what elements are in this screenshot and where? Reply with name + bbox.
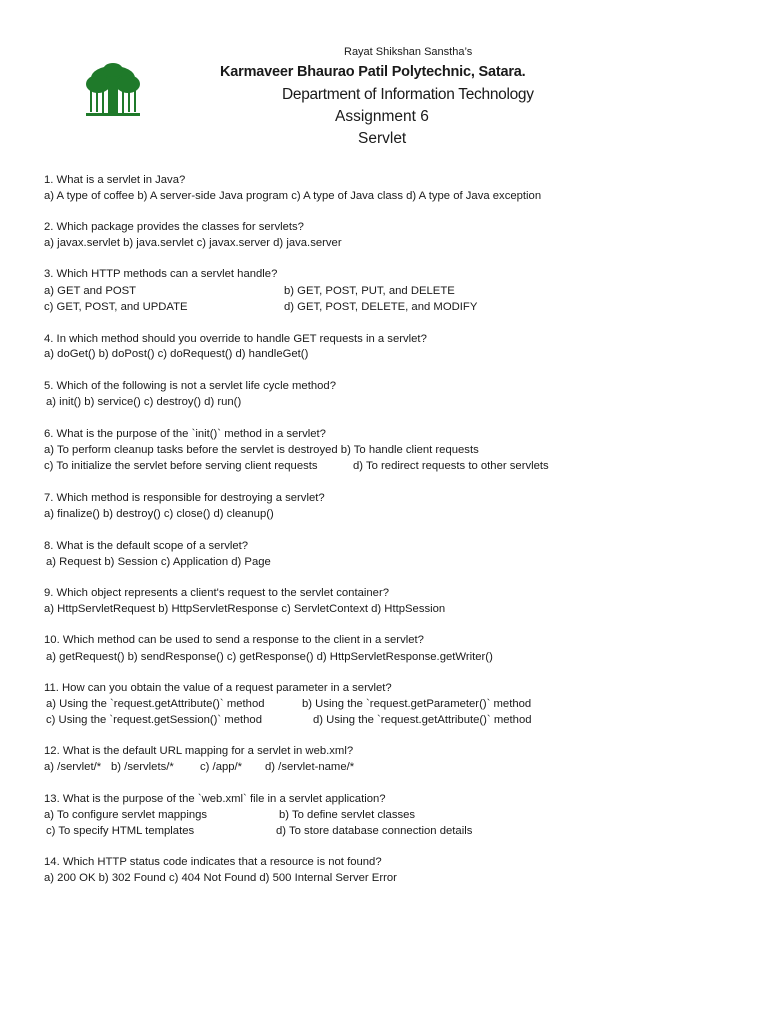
question-text: 10. Which method can be used to send a response to the client in a servlet?	[44, 634, 424, 646]
answer-option: a) GET and POST	[44, 284, 137, 297]
question-text: 1. What is a servlet in Java?	[44, 174, 186, 186]
answer-option: a) /servlet/*	[44, 761, 102, 773]
society-name: Rayat Shikshan Sanstha’s	[344, 46, 473, 58]
question-text: 7. Which method is responsible for destroying a servlet?	[44, 492, 325, 504]
question-text: 6. What is the purpose of the `init()` method in a servlet?	[44, 428, 326, 440]
answer-option: d) Using the `request.getAttribute()` method	[313, 714, 532, 726]
answer-option: a) To configure servlet mappings	[44, 809, 208, 821]
assignment-title: Assignment 6	[335, 108, 429, 125]
answer-option: a) Using the `request.getAttribute()` method	[46, 698, 265, 710]
question-text: 5. Which of the following is not a servlet life cycle method?	[44, 380, 336, 392]
answer-option: d) To store database connection details	[276, 825, 473, 837]
answer-option: d) /servlet-name/*	[265, 761, 355, 773]
question-text: 13. What is the purpose of the `web.xml` file in a servlet application?	[44, 793, 386, 805]
question-text: 9. Which object represents a client's request to the servlet container?	[44, 587, 390, 599]
question-text: 11. How can you obtain the value of a request parameter in a servlet?	[44, 682, 392, 694]
department-name: Department of Information Technology	[282, 86, 534, 103]
answer-option: a) finalize() b) destroy() c) close() d) cleanup()	[44, 508, 274, 520]
answer-option: d) GET, POST, DELETE, and MODIFY	[284, 301, 478, 313]
question-text: 4. In which method should you override to handle GET requests in a servlet?	[44, 333, 427, 345]
answer-option: a) doGet() b) doPost() c) doRequest() d) handleGet()	[44, 348, 309, 360]
answer-option: b) Using the `request.getParameter()` method	[302, 698, 532, 710]
answer-option: c) GET, POST, and UPDATE	[44, 301, 188, 313]
question-text: 14. Which HTTP status code indicates that a resource is not found?	[44, 856, 382, 868]
answer-option: a) 200 OK b) 302 Found c) 404 Not Found d) 500 Internal Server Error	[44, 872, 397, 884]
institute-name: Karmaveer Bhaurao Patil Polytechnic, Satara.	[220, 64, 526, 80]
question-text: 3. Which HTTP methods can a servlet handle?	[44, 268, 278, 280]
answer-option: a) HttpServletRequest b) HttpServletResponse c) ServletContext d) HttpSession	[44, 603, 446, 615]
subject-title: Servlet	[358, 130, 407, 147]
answer-option: c) Using the `request.getSession()` method	[46, 714, 262, 726]
answer-option: a) init() b) service() c) destroy() d) run()	[46, 396, 242, 408]
answer-option: a) Request b) Session c) Application d) Page	[46, 556, 271, 568]
answer-option: a) To perform cleanup tasks before the servlet is destroyed b) To handle client requests	[44, 444, 479, 456]
answer-option: c) To specify HTML templates	[46, 825, 195, 837]
institute-logo-tree-icon	[82, 62, 144, 118]
question-text: 8. What is the default scope of a servlet?	[44, 540, 249, 552]
question-text: 12. What is the default URL mapping for a servlet in web.xml?	[44, 745, 354, 757]
answer-option: a) getRequest() b) sendResponse() c) getResponse() d) HttpServletResponse.getWriter()	[46, 651, 493, 663]
answer-option: b) /servlets/*	[111, 761, 174, 773]
answer-option: a) A type of coffee b) A server-side Java program c) A type of Java class d) A type of Java exception	[44, 190, 542, 202]
answer-option: a) javax.servlet b) java.servlet c) javax.server d) java.server	[44, 237, 342, 249]
answer-option: c) /app/*	[200, 761, 243, 773]
answer-option: d) To redirect requests to other servlets	[353, 460, 549, 472]
question-text: 2. Which package provides the classes for servlets?	[44, 221, 304, 233]
answer-option: b) To define servlet classes	[279, 809, 416, 821]
answer-option: c) To initialize the servlet before serving client requests	[44, 460, 318, 472]
answer-option: b) GET, POST, PUT, and DELETE	[284, 284, 455, 297]
